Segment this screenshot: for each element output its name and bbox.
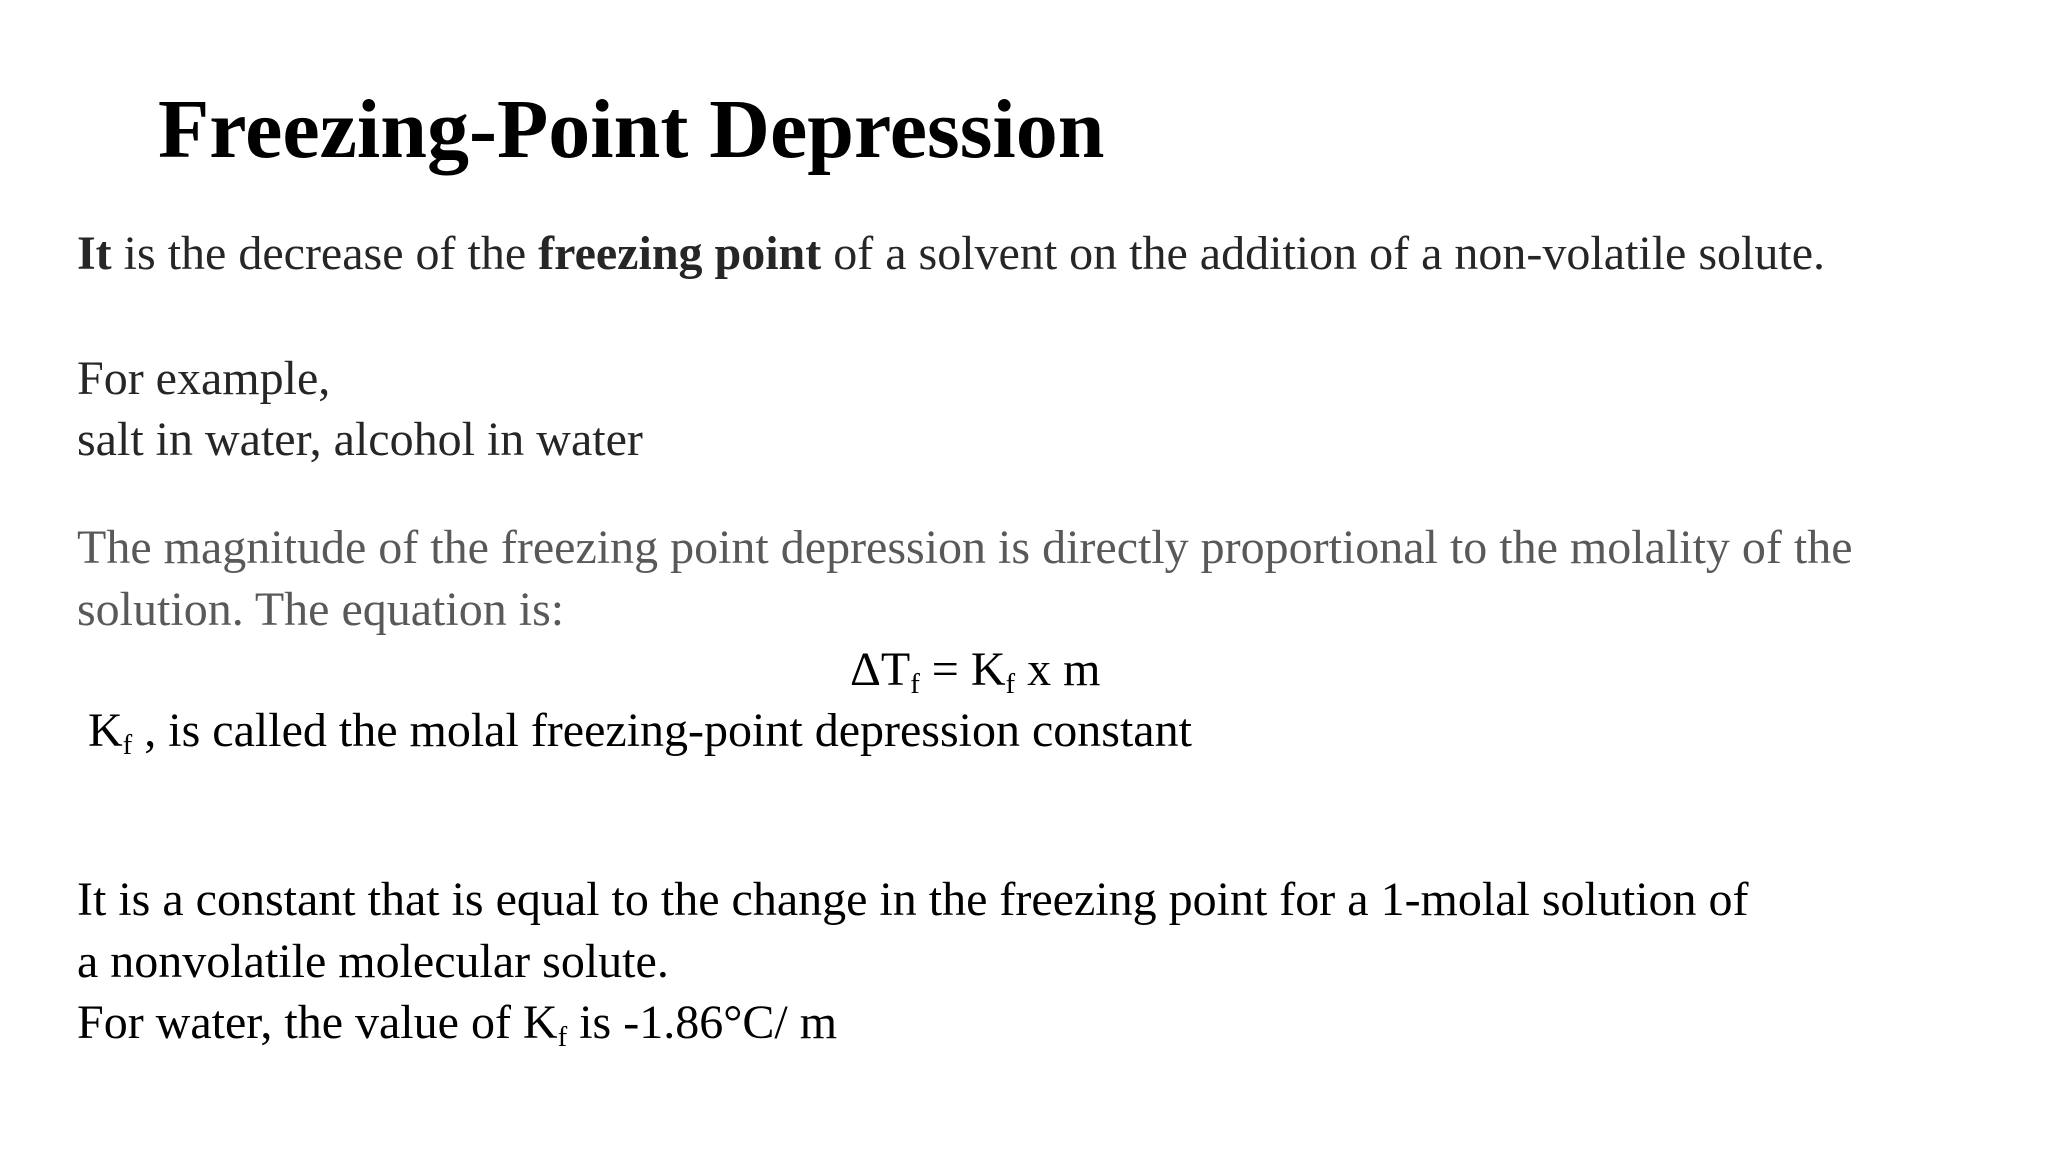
constant-desc-subscript-f: f bbox=[557, 1021, 568, 1054]
constant-desc-prefix: For water, the value of K bbox=[77, 996, 558, 1049]
equation bbox=[850, 643, 1101, 701]
definition-part1: is the decrease of the bbox=[111, 227, 539, 280]
definition-part2: of a solvent on the addition of a non-volatile solute. bbox=[821, 227, 1825, 280]
magnitude-line-1: The magnitude of the freezing point depression is directly proportional to the molality of the bbox=[77, 521, 1853, 574]
kf-subscript-f: f bbox=[122, 729, 133, 762]
definition-bold-term: freezing point bbox=[538, 227, 822, 280]
definition-text bbox=[77, 227, 1825, 280]
kf-definition bbox=[88, 704, 1192, 762]
slide-title: Freezing-Point Depression bbox=[158, 83, 1105, 176]
equation-delta-t: ΔT bbox=[850, 643, 911, 696]
constant-desc-suffix: is -1.86°C/ m bbox=[567, 996, 838, 1049]
example-heading: For example, bbox=[77, 352, 331, 405]
kf-k: K bbox=[88, 704, 123, 757]
magnitude-line-2: solution. The equation is: bbox=[77, 583, 565, 636]
kf-definition-text: , is called the molal freezing-point depression constant bbox=[132, 704, 1192, 757]
definition-bold-start: It bbox=[77, 227, 112, 280]
constant-desc-line-1: It is a constant that is equal to the change in the freezing point for a 1-molal solution of bbox=[77, 873, 1749, 926]
constant-desc-line-3 bbox=[77, 996, 838, 1054]
equation-equals-k: = K bbox=[919, 643, 1006, 696]
example-items: salt in water, alcohol in water bbox=[77, 413, 643, 466]
constant-desc-line-2: a nonvolatile molecular solute. bbox=[77, 935, 669, 988]
equation-rest: x m bbox=[1015, 643, 1101, 696]
equation-subscript-f: f bbox=[910, 668, 920, 701]
equation-subscript-f: f bbox=[1005, 668, 1016, 701]
